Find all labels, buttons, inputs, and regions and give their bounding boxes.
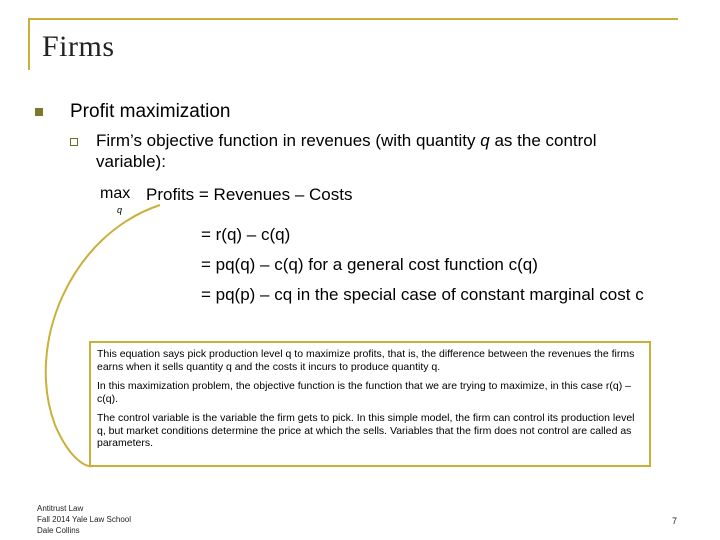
bullet-profit-maximization: Profit maximization bbox=[70, 101, 231, 122]
note-paragraph-3: The control variable is the variable the firm gets to pick. In this simple model, the firm can control its production level q, but market conditions determine the price at which the sells. Variables that the firm does not control are called as parameters. bbox=[97, 412, 635, 449]
frame-top-rule bbox=[28, 18, 678, 20]
bullet-objective-function bbox=[96, 130, 656, 172]
equation-line-3: = pq(q) – c(q) for a general cost function c(q) bbox=[201, 255, 538, 274]
equation-line-4: = pq(p) – cq in the special case of constant marginal cost c bbox=[201, 285, 644, 304]
frame-left-rule bbox=[28, 18, 30, 70]
max-subscript: q bbox=[117, 205, 123, 215]
equation-line-2: = r(q) – c(q) bbox=[201, 225, 291, 244]
slide-title: Firms bbox=[42, 30, 115, 63]
square-bullet-icon bbox=[35, 108, 43, 116]
note-paragraph-2: In this maximization problem, the objective function is the function that we are trying to maximize, in this case r(q) – c(q). bbox=[97, 380, 631, 405]
bullet-text-var: q bbox=[480, 131, 490, 150]
bullet-text-part2: as the control variable): bbox=[96, 131, 597, 171]
hollow-square-bullet-icon bbox=[70, 138, 78, 146]
footer bbox=[37, 503, 131, 536]
footer-term: Fall 2014 Yale Law School bbox=[37, 515, 131, 524]
equation-line-1: Profits = Revenues – Costs bbox=[146, 185, 353, 204]
note-paragraph-1: This equation says pick production level q to maximize profits, that is, the difference between the revenues the firms earns when it sells quantity q and the costs it incurs to produce quantity q. bbox=[97, 348, 635, 373]
bullet-text-part1: Firm’s objective function in revenues (with quantity bbox=[96, 131, 481, 150]
page-number: 7 bbox=[672, 516, 678, 526]
max-operator: max bbox=[100, 185, 131, 202]
footer-course: Antitrust Law bbox=[37, 504, 84, 513]
footer-author: Dale Collins bbox=[37, 526, 80, 535]
explanation-box bbox=[89, 341, 651, 467]
